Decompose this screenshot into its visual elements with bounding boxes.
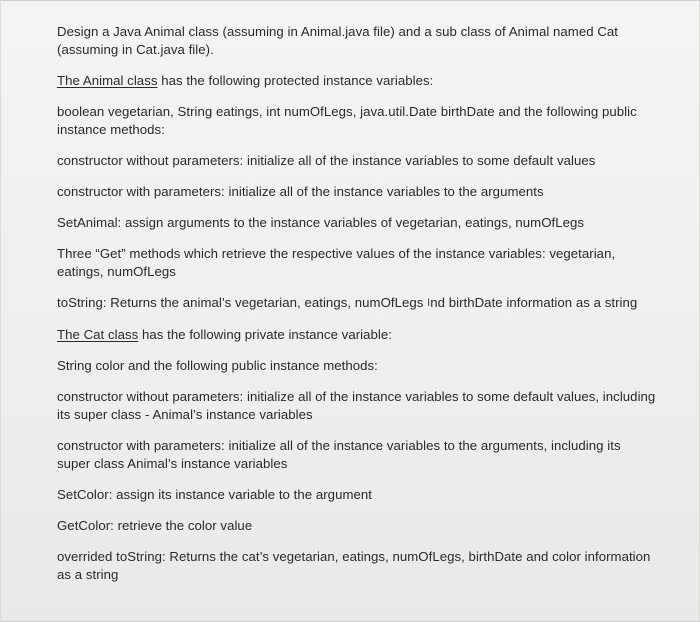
cat-class-heading-rest: has the following private instance variable: <box>138 327 392 342</box>
set-color-method: SetColor: assign its instance variable to the argument <box>57 487 372 502</box>
get-color-method: GetColor: retrieve the color value <box>57 518 253 533</box>
animal-constructor-default: constructor without parameters: initialize all of the instance variables to some default values <box>57 153 596 168</box>
animal-variables: boolean vegetarian, String eatings, int numOfLegs, java.util.Date birthDate and the following public instance methods: <box>57 104 637 137</box>
cat-constructor-params: constructor with parameters: initialize all of the instance variables to the arguments, including its super class Animal’s instance variables <box>57 438 621 471</box>
cat-class-heading: The Cat class <box>57 327 139 342</box>
animal-constructor-params: constructor with parameters: initialize all of the instance variables to the arguments <box>57 184 544 199</box>
cat-variables: String color and the following public instance methods: <box>57 358 378 373</box>
text-cursor-icon: I <box>427 297 431 309</box>
cat-class-header <box>57 326 657 344</box>
animal-class-header <box>57 72 657 90</box>
set-animal-method: SetAnimal: assign arguments to the instance variables of vegetarian, eatings, numOfLegs <box>57 215 585 230</box>
get-methods: Three “Get” methods which retrieve the respective values of the instance variables: vegetarian, eatings, numOfLegs <box>57 246 616 279</box>
animal-tostring-part1: toString: Returns the animal’s vegetarian, eatings, numOfLegs <box>57 295 428 310</box>
animal-tostring-part2: nd birthDate information as a string <box>430 295 638 310</box>
animal-class-heading-rest: has the following protected instance variables: <box>157 73 434 88</box>
intro-paragraph: Design a Java Animal class (assuming in Animal.java file) and a sub class of Animal named Cat (assuming in Cat.java file). <box>57 24 618 57</box>
assignment-text <box>57 23 657 597</box>
animal-class-heading: The Animal class <box>57 73 158 88</box>
animal-tostring <box>57 294 657 313</box>
cat-tostring: overrided toString: Returns the cat’s vegetarian, eatings, numOfLegs, birthDate and color information as a string <box>57 549 651 582</box>
cat-constructor-default: constructor without parameters: initialize all of the instance variables to some default values, including its super class - Animal’s instance variables <box>57 389 656 422</box>
